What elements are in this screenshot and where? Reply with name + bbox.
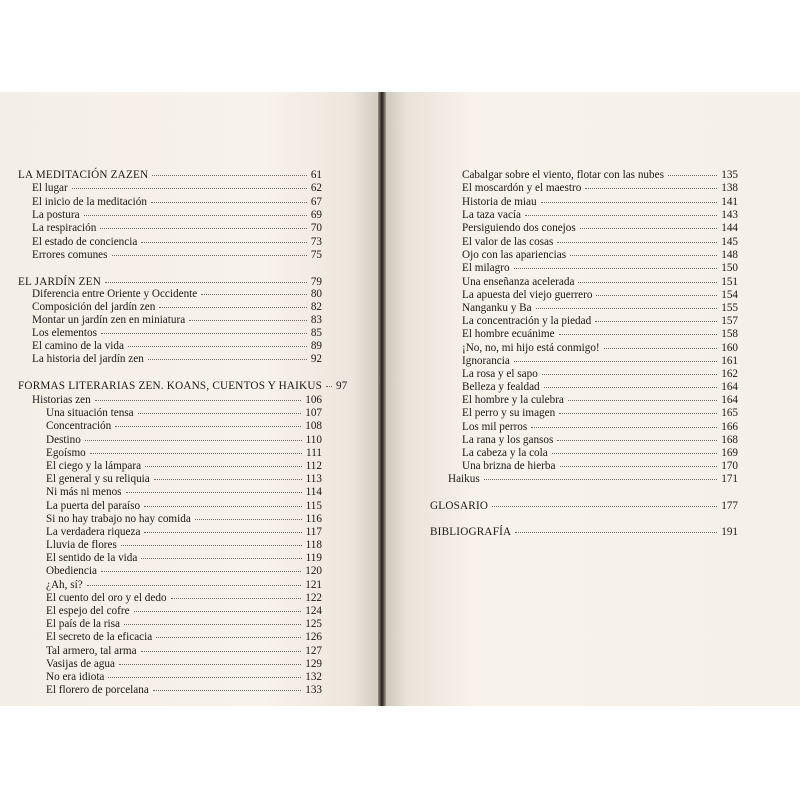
toc-leader-dots: [604, 348, 718, 349]
toc-page-number: 126: [305, 631, 322, 643]
toc-page-number: 85: [310, 327, 322, 339]
toc-leader-dots: [557, 242, 717, 243]
toc-leader-dots: [484, 479, 718, 480]
toc-page-number: 92: [310, 353, 322, 365]
toc-page-number: 67: [310, 196, 322, 208]
toc-entry: [448, 473, 738, 486]
toc-leader-dots: [552, 453, 718, 454]
toc-page-number: 166: [721, 421, 738, 433]
toc-entry-title: La postura: [32, 209, 80, 221]
toc-leader-dots: [580, 228, 717, 229]
toc-leader-dots: [542, 374, 717, 375]
toc-page-number: 169: [721, 447, 738, 459]
toc-entry: [462, 276, 738, 289]
toc-entry-title: Haikus: [448, 473, 480, 485]
toc-entry: [46, 605, 322, 618]
toc-entry: [462, 355, 738, 368]
toc-entry: [46, 434, 322, 447]
toc-entry-title: Destino: [46, 434, 81, 446]
toc-page-number: 148: [721, 249, 738, 261]
toc-leader-dots: [87, 585, 302, 586]
toc-entry: [46, 513, 322, 526]
toc-entry-title: El sentido de la vida: [46, 552, 138, 564]
toc-entry-title: El hombre ecuánime: [462, 328, 555, 340]
toc-leader-dots: [124, 624, 301, 625]
toc-leader-dots: [144, 532, 301, 533]
toc-entry: [32, 288, 322, 301]
toc-entry-title: Composición del jardín zen: [32, 301, 156, 313]
toc-entry-title: Vasijas de agua: [46, 658, 115, 670]
toc-leader-dots: [544, 387, 718, 388]
toc-entry-title: Ni más ni menos: [46, 486, 122, 498]
toc-leader-dots: [189, 320, 307, 321]
toc-entry-title: El camino de la vida: [32, 340, 124, 352]
toc-page-number: 171: [721, 473, 738, 485]
toc-leader-dots: [596, 295, 717, 296]
toc-page-number: 83: [310, 314, 322, 326]
toc-page-number: 150: [721, 262, 738, 274]
toc-leader-dots: [101, 571, 301, 572]
toc-entry: [462, 368, 738, 381]
toc-entry-title: El lugar: [32, 182, 68, 194]
toc-page-number: 141: [721, 196, 738, 208]
toc-leader-dots: [585, 188, 717, 189]
toc-entry-title: Los mil perros: [462, 421, 528, 433]
toc-entry-title: Historias zen: [32, 394, 91, 406]
toc-entry-title: Obediencia: [46, 565, 97, 577]
toc-entry-title: LA MEDITACIÓN ZAZEN: [18, 169, 149, 181]
toc-leader-dots: [84, 215, 307, 216]
toc-page-number: 119: [305, 552, 322, 564]
toc-entry: [46, 539, 322, 552]
toc-leader-dots: [153, 690, 301, 691]
toc-entry: [462, 394, 738, 407]
toc-page-number: 122: [305, 592, 322, 604]
toc-entry: [32, 340, 322, 353]
toc-page-number: 107: [305, 407, 322, 419]
toc-entry: [46, 658, 322, 671]
toc-page-number: 120: [305, 565, 322, 577]
toc-page-number: 115: [305, 500, 322, 512]
toc-leader-dots: [115, 426, 301, 427]
toc-entry-title: El espejo del cofre: [46, 605, 130, 617]
toc-left: [0, 92, 382, 706]
toc-entry-title: La apuesta del viejo guerrero: [462, 289, 593, 301]
toc-entry-title: Errores comunes: [32, 249, 108, 261]
toc-entry-title: El general y su reliquia: [46, 473, 150, 485]
toc-page-number: 191: [721, 526, 738, 538]
toc-entry-title: La taza vacía: [462, 209, 521, 221]
toc-page-number: 117: [305, 526, 322, 538]
toc-entry-title: Persiguiendo dos conejos: [462, 222, 576, 234]
toc-section: [18, 380, 348, 394]
toc-entry: [462, 289, 738, 302]
toc-leader-dots: [541, 202, 718, 203]
toc-entry: [46, 500, 322, 513]
toc-leader-dots: [108, 677, 301, 678]
toc-entry: [32, 314, 322, 327]
toc-page-number: 70: [310, 222, 322, 234]
toc-leader-dots: [525, 215, 717, 216]
toc-entry-title: Lluvia de flores: [46, 539, 117, 551]
toc-entry: [46, 407, 322, 420]
toc-page-number: 143: [721, 209, 738, 221]
toc-entry-title: Tal armero, tal arma: [46, 645, 137, 657]
toc-entry-title: Ojo con las apariencias: [462, 249, 567, 261]
toc-entry-title: La puerta del paraíso: [46, 500, 141, 512]
toc-entry: [462, 249, 738, 262]
toc-entry: [462, 421, 738, 434]
toc-entry-title: El florero de porcelana: [46, 684, 149, 696]
toc-entry: [32, 182, 322, 195]
toc-entry-title: FORMAS LITERARIAS ZEN. KOANS, CUENTOS Y HAIKUS: [18, 380, 323, 392]
toc-section: [18, 169, 322, 183]
toc-right: [382, 92, 800, 706]
toc-page-number: 160: [721, 342, 738, 354]
toc-entry-title: Nanganku y Ba: [462, 302, 532, 314]
toc-page-number: 116: [305, 513, 322, 525]
toc-entry: [462, 434, 738, 447]
toc-entry: [462, 169, 738, 182]
toc-page-number: 111: [306, 447, 322, 459]
toc-page-number: 113: [305, 473, 322, 485]
toc-entry: [462, 447, 738, 460]
toc-entry: [46, 420, 322, 433]
toc-leader-dots: [514, 361, 717, 362]
toc-leader-dots: [148, 359, 307, 360]
toc-entry: [32, 249, 322, 262]
toc-entry: [46, 671, 322, 684]
right-page: [382, 92, 800, 706]
toc-leader-dots: [536, 308, 718, 309]
toc-leader-dots: [95, 400, 302, 401]
toc-leader-dots: [85, 440, 302, 441]
toc-page-number: 132: [305, 671, 322, 683]
toc-leader-dots: [138, 413, 302, 414]
toc-leader-dots: [514, 268, 718, 269]
toc-leader-dots: [144, 506, 302, 507]
toc-entry: [32, 301, 322, 314]
toc-page-number: 106: [305, 394, 322, 406]
toc-entry-title: El milagro: [462, 262, 510, 274]
toc-leader-dots: [531, 427, 717, 428]
toc-entry: [462, 328, 738, 341]
toc-page-number: 133: [305, 684, 322, 696]
toc-entry-title: El moscardón y el maestro: [462, 182, 582, 194]
toc-page-number: 61: [310, 169, 322, 181]
toc-page-number: 110: [305, 434, 322, 446]
toc-entry: [462, 315, 738, 328]
toc-entry-title: Cabalgar sobre el viento, flotar con las nubes: [462, 169, 664, 181]
toc-page-number: 80: [310, 288, 322, 300]
toc-entry-title: El ciego y la lámpara: [46, 460, 142, 472]
toc-leader-dots: [156, 637, 301, 638]
toc-leader-dots: [560, 466, 718, 467]
toc-page-number: 154: [721, 289, 738, 301]
toc-page-number: 121: [305, 579, 322, 591]
toc-page-number: 73: [310, 236, 322, 248]
toc-leader-dots: [195, 519, 302, 520]
toc-leader-dots: [559, 413, 717, 414]
book-gutter: [378, 92, 386, 706]
toc-entry: [462, 196, 738, 209]
toc-page-number: 170: [721, 460, 738, 472]
toc-page-number: 157: [721, 315, 738, 327]
toc-entry: [46, 460, 322, 473]
toc-page-number: 165: [721, 407, 738, 419]
toc-leader-dots: [90, 453, 302, 454]
toc-leader-dots: [557, 440, 717, 441]
toc-section: [430, 526, 738, 540]
toc-leader-dots: [128, 346, 307, 347]
toc-leader-dots: [100, 228, 307, 229]
toc-leader-dots: [668, 175, 717, 176]
toc-page-number: 75: [310, 249, 322, 261]
toc-leader-dots: [145, 466, 302, 467]
toc-entry-title: Una enseñanza acelerada: [462, 276, 575, 288]
toc-page-number: 138: [721, 182, 738, 194]
toc-entry: [46, 618, 322, 631]
toc-entry: [462, 262, 738, 275]
toc-entry: [32, 394, 322, 407]
toc-leader-dots: [171, 598, 302, 599]
toc-entry: [32, 209, 322, 222]
toc-page-number: 161: [721, 355, 738, 367]
toc-page-number: 82: [310, 301, 322, 313]
toc-entry-title: Si no hay trabajo no hay comida: [46, 513, 191, 525]
toc-leader-dots: [105, 282, 307, 283]
toc-entry-title: Ignorancia: [462, 355, 510, 367]
toc-leader-dots: [154, 479, 302, 480]
toc-entry: [46, 579, 322, 592]
toc-page-number: 164: [721, 381, 738, 393]
toc-entry-title: La rosa y el sapo: [462, 368, 538, 380]
toc-entry: [46, 565, 322, 578]
toc-entry-title: Una brizna de hierba: [462, 460, 556, 472]
toc-entry: [46, 592, 322, 605]
toc-entry: [46, 552, 322, 565]
toc-section: [430, 500, 738, 514]
toc-entry-title: Montar un jardín zen en miniatura: [32, 314, 186, 326]
toc-entry-title: La respiración: [32, 222, 97, 234]
toc-entry: [46, 631, 322, 644]
toc-page-number: 69: [310, 209, 322, 221]
toc-entry: [462, 407, 738, 420]
toc-entry: [46, 447, 322, 460]
toc-leader-dots: [152, 175, 307, 176]
toc-leader-dots: [121, 545, 302, 546]
toc-entry-title: Los elementos: [32, 327, 97, 339]
toc-entry: [32, 327, 322, 340]
toc-entry: [32, 236, 322, 249]
toc-page-number: 114: [305, 486, 322, 498]
toc-entry-title: La historia del jardín zen: [32, 353, 144, 365]
toc-page-number: 124: [305, 605, 322, 617]
toc-leader-dots: [201, 294, 307, 295]
toc-entry-title: Una situación tensa: [46, 407, 134, 419]
toc-page-number: 79: [310, 276, 322, 288]
toc-entry: [46, 486, 322, 499]
toc-page-number: 112: [305, 460, 322, 472]
toc-leader-dots: [159, 307, 306, 308]
toc-leader-dots: [568, 400, 717, 401]
toc-entry-title: El valor de las cosas: [462, 236, 554, 248]
toc-entry-title: La verdadera riqueza: [46, 526, 141, 538]
toc-entry-title: Egoísmo: [46, 447, 86, 459]
toc-entry-title: El perro y su imagen: [462, 407, 556, 419]
toc-entry-title: La concentración y la piedad: [462, 315, 592, 327]
toc-page-number: 168: [721, 434, 738, 446]
toc-page-number: 151: [721, 276, 738, 288]
toc-page-number: 145: [721, 236, 738, 248]
left-page: [0, 92, 382, 706]
toc-page-number: 164: [721, 394, 738, 406]
toc-entry-title: GLOSARIO: [430, 500, 489, 512]
toc-leader-dots: [126, 492, 302, 493]
toc-entry-title: El inicio de la meditación: [32, 196, 147, 208]
toc-leader-dots: [515, 532, 717, 533]
toc-leader-dots: [101, 333, 307, 334]
toc-leader-dots: [595, 321, 717, 322]
open-book-spread: [0, 92, 800, 706]
toc-page-number: 155: [721, 302, 738, 314]
toc-leader-dots: [119, 664, 301, 665]
toc-leader-dots: [112, 255, 307, 256]
toc-leader-dots: [326, 386, 332, 387]
toc-leader-dots: [559, 334, 718, 335]
toc-entry-title: ¡No, no, mi hijo está conmigo!: [462, 342, 600, 354]
toc-page-number: 125: [305, 618, 322, 630]
toc-entry-title: El secreto de la eficacia: [46, 631, 153, 643]
toc-entry: [32, 196, 322, 209]
toc-entry: [46, 645, 322, 658]
toc-entry-title: EL JARDÍN ZEN: [18, 276, 101, 288]
toc-entry-title: El estado de conciencia: [32, 236, 138, 248]
toc-page-number: 144: [721, 222, 738, 234]
toc-entry-title: BIBLIOGRAFÍA: [430, 526, 512, 538]
toc-entry: [462, 236, 738, 249]
toc-entry: [462, 182, 738, 195]
toc-entry: [46, 526, 322, 539]
toc-leader-dots: [72, 188, 307, 189]
toc-entry: [462, 209, 738, 222]
toc-entry: [462, 342, 738, 355]
toc-entry-title: Belleza y fealdad: [462, 381, 540, 393]
toc-entry-title: La rana y los gansos: [462, 434, 554, 446]
toc-page-number: 97: [336, 380, 348, 392]
toc-leader-dots: [141, 651, 302, 652]
toc-entry-title: ¿Ah, sí?: [46, 579, 83, 591]
toc-page-number: 89: [310, 340, 322, 352]
toc-entry-title: No era idiota: [46, 671, 105, 683]
toc-page-number: 108: [305, 420, 322, 432]
toc-entry-title: El país de la risa: [46, 618, 120, 630]
toc-page-number: 129: [305, 658, 322, 670]
toc-page-number: 162: [721, 368, 738, 380]
toc-page-number: 158: [721, 328, 738, 340]
toc-entry: [462, 460, 738, 473]
toc-page-number: 135: [721, 169, 738, 181]
toc-page-number: 127: [305, 645, 322, 657]
toc-leader-dots: [570, 255, 717, 256]
toc-entry: [462, 222, 738, 235]
toc-entry: [32, 222, 322, 235]
toc-leader-dots: [578, 282, 717, 283]
toc-entry-title: Concentración: [46, 420, 112, 432]
toc-entry-title: Diferencia entre Oriente y Occidente: [32, 288, 198, 300]
toc-entry: [462, 302, 738, 315]
toc-page-number: 62: [310, 182, 322, 194]
toc-page-number: 177: [721, 500, 738, 512]
toc-leader-dots: [151, 202, 307, 203]
toc-leader-dots: [492, 506, 717, 507]
toc-entry-title: El cuento del oro y el dedo: [46, 592, 167, 604]
toc-entry: [46, 684, 322, 697]
toc-entry-title: El hombre y la culebra: [462, 394, 564, 406]
toc-leader-dots: [134, 611, 302, 612]
toc-leader-dots: [141, 558, 301, 559]
toc-entry: [462, 381, 738, 394]
toc-entry-title: Historia de miau: [462, 196, 537, 208]
toc-entry: [46, 473, 322, 486]
toc-entry-title: La cabeza y la cola: [462, 447, 548, 459]
toc-page-number: 118: [305, 539, 322, 551]
toc-entry: [32, 353, 322, 366]
toc-leader-dots: [141, 242, 307, 243]
